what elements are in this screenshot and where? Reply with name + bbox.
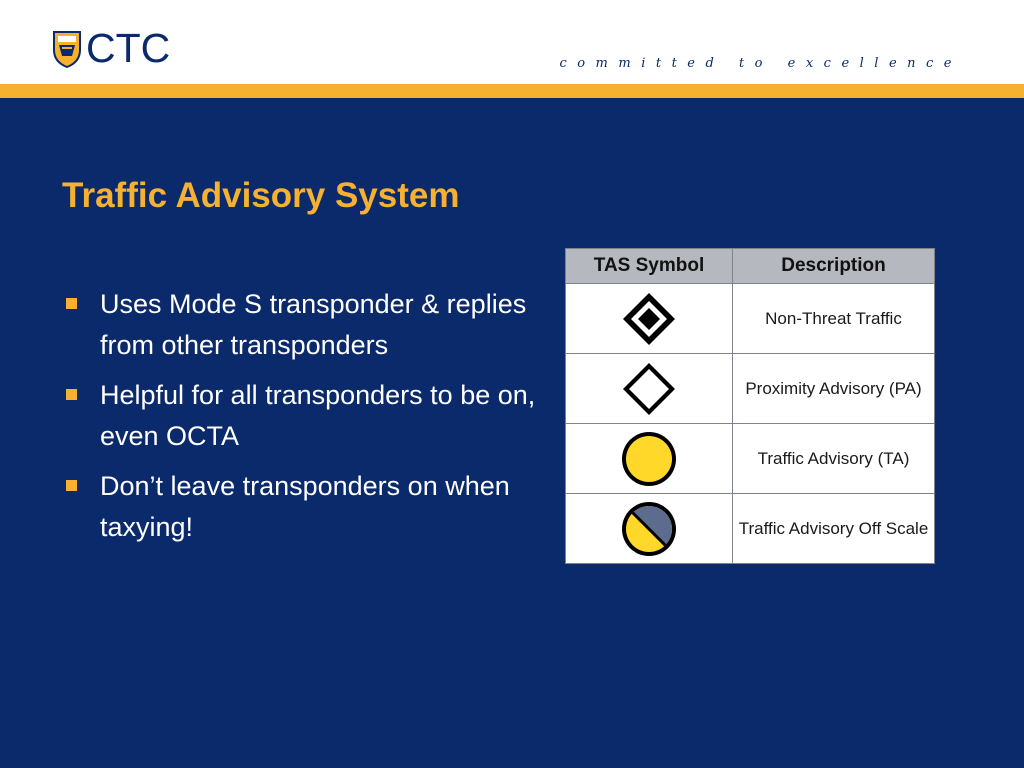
square-bullet-icon: [66, 389, 77, 400]
table-row: [566, 494, 935, 564]
ctc-logo: [52, 26, 170, 70]
crest-icon: [52, 28, 82, 68]
bullet-text: Helpful for all transponders to be on, even OCTA: [100, 380, 536, 451]
symbol-cell: [566, 424, 733, 494]
hollow-diamond-icon: [617, 357, 681, 421]
table-row: [566, 354, 935, 424]
tas-symbol-table: [565, 248, 935, 564]
symbol-cell: [566, 494, 733, 564]
filled-diamond-icon: [617, 287, 681, 351]
table-row: [566, 284, 935, 354]
header-banner: [0, 0, 1024, 84]
square-bullet-icon: [66, 480, 77, 491]
header-tas-symbol: TAS Symbol: [566, 249, 733, 284]
slide-title: Traffic Advisory System: [62, 176, 460, 215]
description-cell: Traffic Advisory Off Scale: [733, 494, 935, 564]
description-cell: Non-Threat Traffic: [733, 284, 935, 354]
half-circle-icon: [617, 497, 681, 561]
square-bullet-icon: [66, 298, 77, 309]
symbol-cell: [566, 354, 733, 424]
symbol-cell: [566, 284, 733, 354]
bullet-list: [62, 284, 542, 557]
bullet-item: [62, 284, 542, 366]
description-cell: Traffic Advisory (TA): [733, 424, 935, 494]
bullet-item: [62, 466, 542, 548]
bullet-text: Uses Mode S transponder & replies from other transponders: [100, 289, 527, 360]
header-description: Description: [733, 249, 935, 284]
bullet-text: Don’t leave transponders on when taxying!: [100, 471, 510, 542]
table-row: [566, 424, 935, 494]
description-cell: Proximity Advisory (PA): [733, 354, 935, 424]
bullet-item: [62, 375, 542, 457]
header-divider: [0, 84, 1024, 98]
tagline: committed to excellence: [559, 56, 962, 71]
logo-text: CTC: [86, 25, 171, 71]
yellow-circle-icon: [617, 427, 681, 491]
table-header-row: [566, 249, 935, 284]
